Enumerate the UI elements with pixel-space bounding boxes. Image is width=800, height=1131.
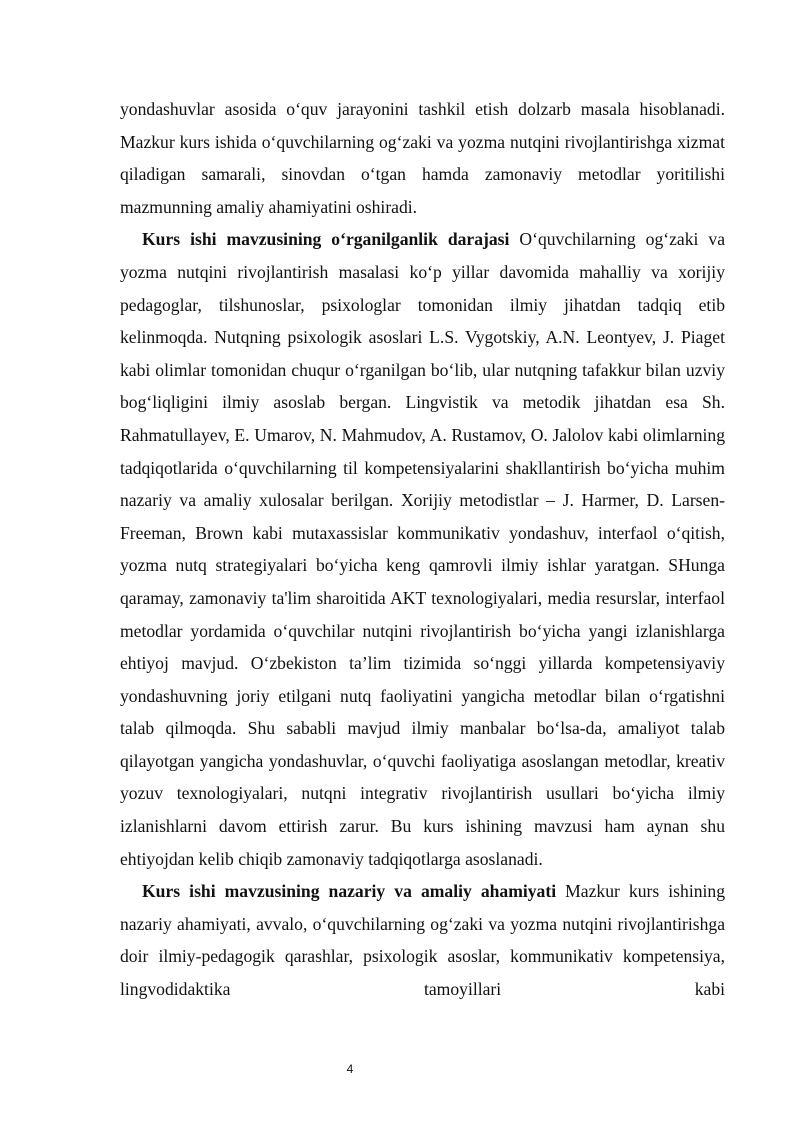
body-text <box>120 93 725 1006</box>
section-heading-significance: Kurs ishi mavzusining nazariy va amaliy ahamiyati <box>142 881 557 902</box>
paragraph-significance <box>120 875 725 1005</box>
section-heading-study-level: Kurs ishi mavzusining o‘rganilganlik darajasi <box>142 229 510 250</box>
paragraph-text: O‘quvchilarning og‘zaki va yozma nutqini rivojlantirish masalasi ko‘p yillar davomida mahalliy va xorijiy pedagoglar, tilshunoslar, psixologlar tomonidan ilmiy jihatdan tadqiq etib kelinmoqda. Nutqning psixologik asoslari L.S. Vygotskiy, A.N. Leontyev, J. Piaget kabi olimlar tomonidan chuqur o‘rganilgan bo‘lib, ular nutqning tafakkur bilan uzviy bog‘liqligini ilmiy asoslab bergan. Lingvistik va metodik jihatdan esa Sh. Rahmatullayev, E. Umarov, N. Mahmudov, A. Rustamov, O. Jalolov kabi olimlarning tadqiqotlarida o‘quvchilarning til kompetensiyalarini shakllantirish bo‘yicha muhim nazariy va amaliy xulosalar berilgan. Xorijiy metodistlar – J. Harmer, D. Larsen-Freeman, Brown kabi mutaxassislar kommunikativ yondashuv, interfaol o‘qitish, yozma nutq strategiyalari bo‘yicha keng qamrovli ilmiy ishlar yaratgan. SHunga qaramay, zamonaviy ta'lim sharoitida AKT texnologiyalari, media resurslar, interfaol metodlar yordamida o‘quvchilar nutqini rivojlantirish bo‘yicha yangi izlanishlarga ehtiyoj mavjud. O‘zbekiston ta’lim tizimida so‘nggi yillarda kompetensiyaviy yondashuvning joriy etilgani nutq faoliyatini yangicha metodlar bilan o‘rgatishni talab qilmoqda. Shu sababli mavjud ilmiy manbalar bo‘lsa-da, amaliyot talab qilayotgan yangicha yondashuvlar, o‘quvchi faoliyatiga asoslangan metodlar, kreativ yozuv texnologiyalari, nutqni integrativ rivojlantirish usullari bo‘yicha ilmiy izlanishlarni davom ettirish zarur. Bu kurs ishining mavzusi ham aynan shu ehtiyojdan kelib chiqib zamonaviy tadqiqotlarga asoslanadi. <box>120 229 725 869</box>
paragraph-text: Mazkur kurs ishining nazariy ahamiyati, avvalo, o‘quvchilarning og‘zaki va yozma nutqini rivojlantirishga doir ilmiy-pedagogik qarashlar, psixologik asoslar, kommunikativ kompetensiya, lingvodidaktika tamoyillari kabi <box>120 881 725 1000</box>
paragraph-text: yondashuvlar asosida o‘quv jarayonini tashkil etish dolzarb masala hisoblanadi. Mazkur kurs ishida o‘quvchilarning og‘zaki va yozma nutqini rivojlantirishga xizmat qiladigan samarali, sinovdan o‘tgan hamda zamonaviy metodlar yoritilishi mazmunning amaliy ahamiyatini oshiradi. <box>120 99 725 217</box>
page-number: 4 <box>346 1062 354 1076</box>
paragraph-study-level <box>120 223 725 875</box>
paragraph-intro-continuation <box>120 93 725 223</box>
